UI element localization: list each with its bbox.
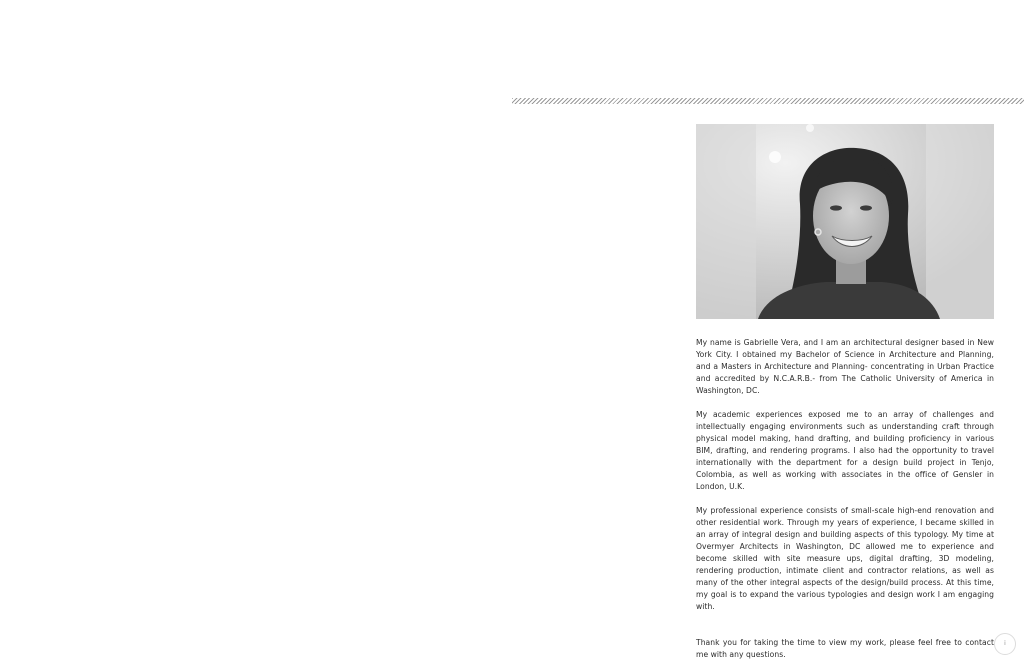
hatched-divider [512, 98, 1024, 104]
portrait-illustration [696, 124, 994, 319]
bio-paragraph-academic: My academic experiences exposed me to an array of challenges and intellectually engaging environments such as understanding craft through physical model making, hand drafting, and building proficiency in various BIM, drafting, and rendering programs. I also had the opportunity to travel internationally with the department for a design build project in Tenjo, Colombia, as well as working with associates in the office of Gensler in London, U.K. [696, 410, 994, 491]
page-number: i [994, 633, 1016, 655]
bio-paragraph-intro: My name is Gabrielle Vera, and I am an architectural designer based in New York City. I obtained my Bachelor of Science in Architecture and Planning, and a Masters in Architecture and Planning- concentrating in Urban Practice and accredited by N.C.A.R.B.- from The Catholic University of America in Washington, DC. [696, 338, 994, 395]
bio-paragraph-closing: Thank you for taking the time to view my work, please feel free to contact me with any questions. [696, 638, 994, 659]
bio-paragraph-professional: My professional experience consists of small-scale high-end renovation and other residential work. Through my years of experience, I became skilled in an array of integral design and building aspects of this typology. My time at Overmyer Architects in Washington, DC allowed me to experience and become skilled with site measure ups, digital drafting, 3D modeling, rendering production, intimate client and contractor relations, as well as many of the other integral aspects of the design/build process. At this time, my goal is to expand the various typologies and design work I am engaging with. [696, 506, 994, 611]
bio-text [696, 337, 994, 663]
portrait-photo [696, 124, 994, 319]
